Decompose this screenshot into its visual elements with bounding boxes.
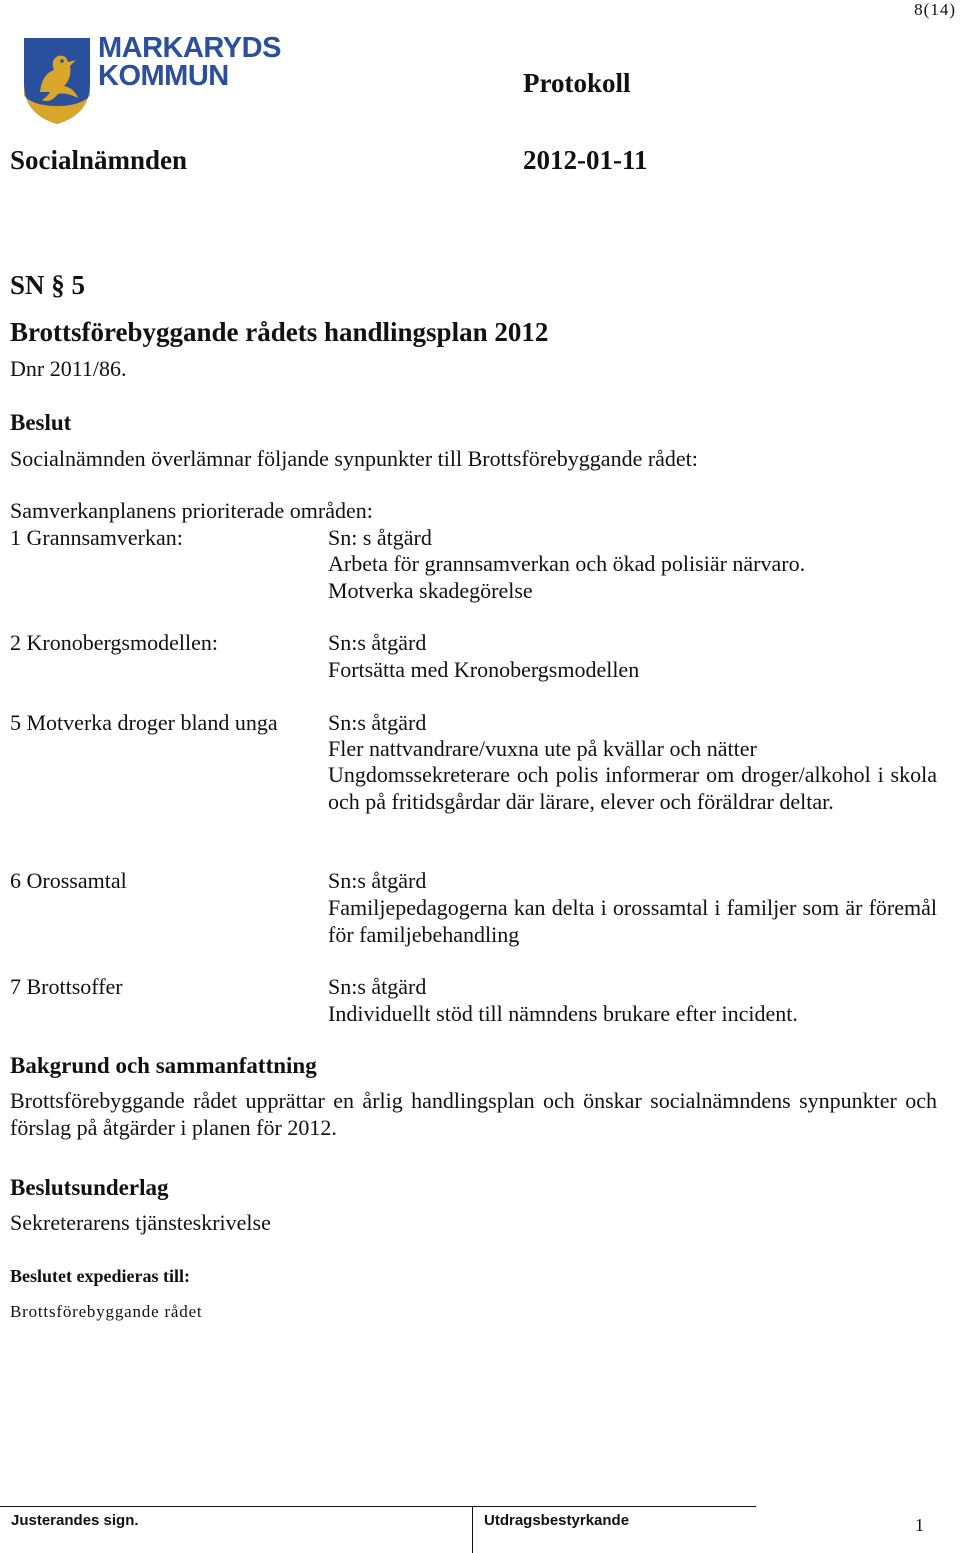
meeting-date: 2012-01-11 [523,145,648,175]
item-action: Sn:s åtgärd [328,630,427,655]
item-text-line: Motverka skadegörelse [328,578,533,603]
decision-heading: Beslut [10,410,72,435]
section-number: SN § 5 [10,270,86,300]
priority-areas-heading: Samverkanplanens prioriterade områden: [10,498,373,523]
item-text-line: Fler nattvandrare/vuxna ute på kvällar och nätter [328,736,757,761]
municipality-logo [20,34,320,126]
certification-label: Utdragsbestyrkande [484,1512,630,1529]
item-action: Sn:s åtgärd [328,868,427,893]
background-text: Brottsförebyggande rådet upprättar en årlig handlingsplan och önskar socialnämndens synpunkter och förslag på åtgärder i planen för 2012. [10,1088,937,1140]
distribution-recipient: Brottsförebyggande rådet [10,1302,203,1321]
item-label-kronobergsmodellen: 2 Kronobergsmodellen: [10,630,218,655]
page-indicator: 8(14) [914,0,956,19]
footer-rule [0,1506,756,1507]
footer-page-number: 1 [915,1515,924,1535]
logo-line-1: MARKARYDS [98,32,281,64]
logo-line-2: KOMMUN [98,60,229,92]
footer-divider [472,1506,473,1553]
item-action: Sn: s åtgärd [328,525,432,550]
item-text-paragraph: Ungdomssekreterare och polis informerar om droger/alkohol i skola och på fritidsgårdar där lärare, elever och föräldrar deltar. [328,762,937,814]
document-type: Protokoll [523,68,631,98]
decision-basis-heading: Beslutsunderlag [10,1175,169,1200]
organization-name: Socialnämnden [10,145,188,175]
item-text-line: Fortsätta med Kronobergsmodellen [328,657,640,682]
item-label-droger: 5 Motverka droger bland unga [10,710,278,735]
item-action: Sn:s åtgärd [328,710,427,735]
item-text-paragraph: Familjepedagogerna kan delta i orossamtal i familjer som är föremål för familjebehandling [328,895,937,947]
case-diary-number: Dnr 2011/86. [10,356,127,381]
signature-label: Justerandes sign. [11,1512,139,1529]
item-action: Sn:s åtgärd [328,974,427,999]
item-label-grannsamverkan: 1 Grannsamverkan: [10,525,183,550]
coat-of-arms-icon [20,34,94,126]
decision-intro: Socialnämnden överlämnar följande synpunkter till Brottsförebyggande rådet: [10,446,698,471]
item-text-line: Individuellt stöd till nämndens brukare efter incident. [328,1001,798,1026]
distribution-heading: Beslutet expedieras till: [10,1266,190,1286]
item-text-line: Arbeta för grannsamverkan och ökad polisiär närvaro. [328,551,806,576]
background-heading: Bakgrund och sammanfattning [10,1053,317,1078]
decision-basis-text: Sekreterarens tjänsteskrivelse [10,1210,271,1235]
item-label-orossamtal: 6 Orossamtal [10,868,127,893]
item-label-brottsoffer: 7 Brottsoffer [10,974,123,999]
case-title: Brottsförebyggande rådets handlingsplan 2012 [10,317,549,347]
